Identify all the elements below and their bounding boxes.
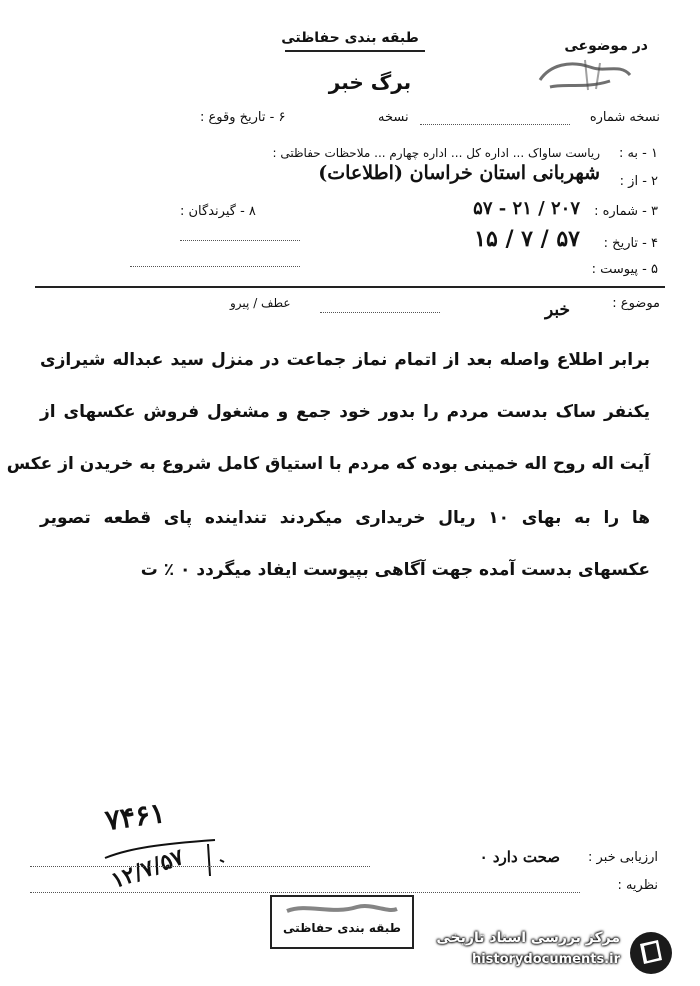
body-line-5: عکسهای بدست آمده جهت آگاهی بپیوست ایفاد میگردد ۰ ٪ ت (140, 560, 650, 580)
recipients-dots-1 (180, 240, 300, 241)
classification-header: طبقه بندی حفاظتی (281, 30, 419, 46)
body-line-2: یکنفر ساک بدست مردم را بدور خود جمع و مشغول فروش عکسهای از (40, 402, 650, 422)
watermark-title: مرکز بررسی اسناد تاریخی (436, 930, 620, 946)
evaluation-value: صحت دارد ۰ (479, 848, 560, 866)
evaluation-dots (30, 866, 370, 867)
reference-label: عطف / پیرو (230, 296, 291, 310)
field-1-value: ریاست ساواک ... اداره کل ... اداره چهارم ... ملاحظات حفاظتی : (272, 146, 600, 160)
field-5-number: ۵ - پیوست : (591, 262, 658, 277)
body-line-3: آیت اله روح اله خمینی بوده که مردم با استیاق کامل شروع به خریدن از عکس (6, 454, 650, 474)
subject-label: موضوع : (612, 296, 660, 311)
field-2-number: ۲ - از : (619, 174, 658, 189)
field-2-value: شهربانی استان خراسان (اطلاعات) (318, 162, 600, 184)
footer-stamp-smudge (282, 899, 402, 919)
body-line-1: برابر اطلاع واصله بعد از اتمام نماز جماعت در منزل سید عبداله شیرازی (40, 350, 650, 370)
field-3-number: ۳ - شماره : (594, 204, 658, 219)
field-recipients: ۸ - گیرندگان : (180, 204, 256, 219)
field-date-occurrence: ۶ - تاریخ وقوع : (200, 110, 286, 125)
handwritten-number: ۷۴۶۱ (102, 795, 168, 838)
header-divider (35, 286, 665, 288)
body-line-4: ها را به بهای ۱۰ ریال خریداری میکردند تنداینده پای قطعه تصویر (40, 508, 650, 528)
footer-classification-label: طبقه بندی حفاظتی (283, 921, 401, 935)
opinion-label: نظریه : (617, 878, 658, 893)
document-title: برگ خبر (328, 70, 412, 94)
smudged-stamp (530, 55, 640, 95)
handwritten-mark (200, 840, 230, 880)
field-1-number: ۱ - به : (618, 146, 658, 161)
field-4-value: ۵۷ / ۷ / ۱۵ (474, 226, 580, 252)
watermark-logo-icon (628, 930, 674, 976)
opinion-dots (30, 892, 580, 893)
distribution-label: در موضوعی (564, 38, 648, 54)
copy-number-dots (420, 124, 570, 125)
field-4-number: ۴ - تاریخ : (603, 236, 658, 251)
recipients-dots-2 (130, 266, 300, 267)
copies-label: نسخه (378, 110, 409, 125)
watermark-url: historydocuments.ir (471, 952, 620, 967)
handwritten-code: ۱۲/۷/۵۷ (107, 843, 188, 895)
field-3-value: ۲۰۷ / ۲۱ - ۵۷ (473, 198, 580, 219)
watermark (380, 928, 680, 978)
copy-number-label: نسخه شماره (589, 110, 660, 125)
classification-underline (285, 50, 425, 52)
evaluation-label: ارزیابی خبر : (588, 850, 658, 865)
subject-value: خبر (544, 300, 570, 320)
subject-dots (320, 312, 440, 313)
